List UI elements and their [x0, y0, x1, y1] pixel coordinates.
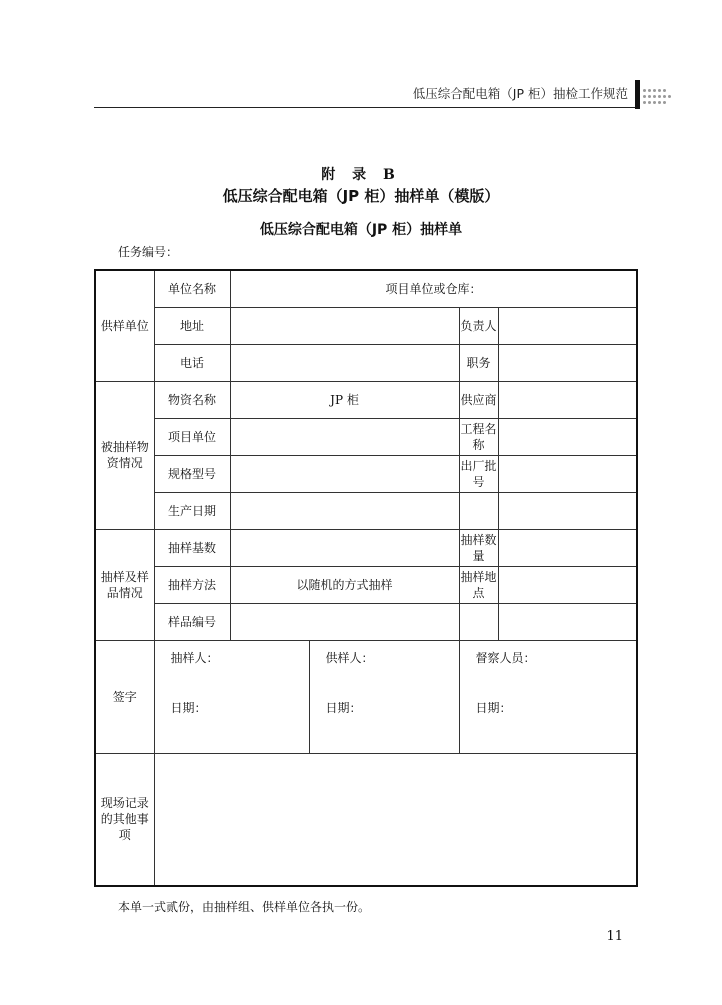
vendor-field[interactable]: [498, 381, 637, 418]
vendor-label: 供应商: [459, 381, 498, 418]
address-field[interactable]: [230, 307, 459, 344]
unit-name-label: 单位名称: [154, 270, 230, 307]
page-number: 11: [606, 929, 623, 944]
sampler-label: 抽样人：: [170, 650, 219, 665]
model-field[interactable]: [230, 455, 459, 492]
notes-section-label: 现场记录的其他事项: [95, 753, 154, 886]
method-label: 抽样方法: [154, 566, 230, 603]
material-name-label: 物资名称: [154, 381, 230, 418]
phone-label: 电话: [154, 344, 230, 381]
supplier-signature-cell[interactable]: [309, 640, 459, 753]
material-section-label: 被抽样物资情况: [95, 381, 154, 529]
base-count-label: 抽样基数: [154, 529, 230, 566]
supervisor-label: 督察人员：: [475, 650, 536, 665]
unit-name-field[interactable]: 项目单位或仓库：: [230, 270, 637, 307]
production-date-extra-field[interactable]: [459, 492, 498, 529]
base-count-field[interactable]: [230, 529, 459, 566]
position-field[interactable]: [498, 344, 637, 381]
supervisor-signature-cell[interactable]: [459, 640, 637, 753]
supplier-date-label: 日期：: [325, 700, 362, 715]
project-unit-field[interactable]: [230, 418, 459, 455]
project-name-label: 工程名称: [459, 418, 498, 455]
material-name-field[interactable]: JP 柜: [230, 381, 459, 418]
sample-quantity-field[interactable]: [498, 529, 637, 566]
supplier-signer-label: 供样人：: [325, 650, 374, 665]
sample-no-label: 样品编号: [154, 603, 230, 640]
document-title: 低压综合配电箱（JP 柜）抽样单（模版）: [222, 187, 500, 205]
person-in-charge-label: 负责人: [459, 307, 498, 344]
appendix-label: 附 录 B: [321, 167, 401, 183]
sampler-date-label: 日期：: [170, 700, 207, 715]
production-date-field[interactable]: [230, 492, 459, 529]
project-name-field[interactable]: [498, 418, 637, 455]
signature-section-label: 签字: [95, 640, 154, 753]
sample-no-field[interactable]: [230, 603, 459, 640]
sampler-signature-cell[interactable]: [154, 640, 309, 753]
location-label: 抽样地点: [459, 566, 498, 603]
notes-field[interactable]: [154, 753, 637, 886]
method-field[interactable]: 以随机的方式抽样: [230, 566, 459, 603]
dot-grid-decoration: [643, 86, 673, 108]
model-label: 规格型号: [154, 455, 230, 492]
header-bar: [635, 80, 640, 109]
supplier-section-label: 供样单位: [95, 270, 154, 381]
location-field[interactable]: [498, 566, 637, 603]
production-date-label: 生产日期: [154, 492, 230, 529]
sampling-section-label: 抽样及样品情况: [95, 529, 154, 640]
production-date-extra-field-2[interactable]: [498, 492, 637, 529]
project-unit-label: 项目单位: [154, 418, 230, 455]
sample-no-extra-field-2[interactable]: [498, 603, 637, 640]
position-label: 职务: [459, 344, 498, 381]
phone-field[interactable]: [230, 344, 459, 381]
header-rule: [94, 107, 638, 108]
address-label: 地址: [154, 307, 230, 344]
sample-no-extra-field[interactable]: [459, 603, 498, 640]
sampling-form-table: [94, 269, 638, 887]
sample-quantity-label: 抽样数量: [459, 529, 498, 566]
person-in-charge-field[interactable]: [498, 307, 637, 344]
footnote: 本单一式贰份，由抽样组、供样单位各执一份。: [118, 900, 371, 914]
batch-no-field[interactable]: [498, 455, 637, 492]
batch-no-label: 出厂批号: [459, 455, 498, 492]
form-title: 低压综合配电箱（JP 柜）抽样单: [259, 222, 463, 238]
supervisor-date-label: 日期：: [475, 700, 512, 715]
running-header: [0, 0, 722, 120]
task-number-label: 任务编号：: [118, 245, 179, 259]
header-title: 低压综合配电箱（JP 柜）抽检工作规范: [412, 86, 628, 101]
